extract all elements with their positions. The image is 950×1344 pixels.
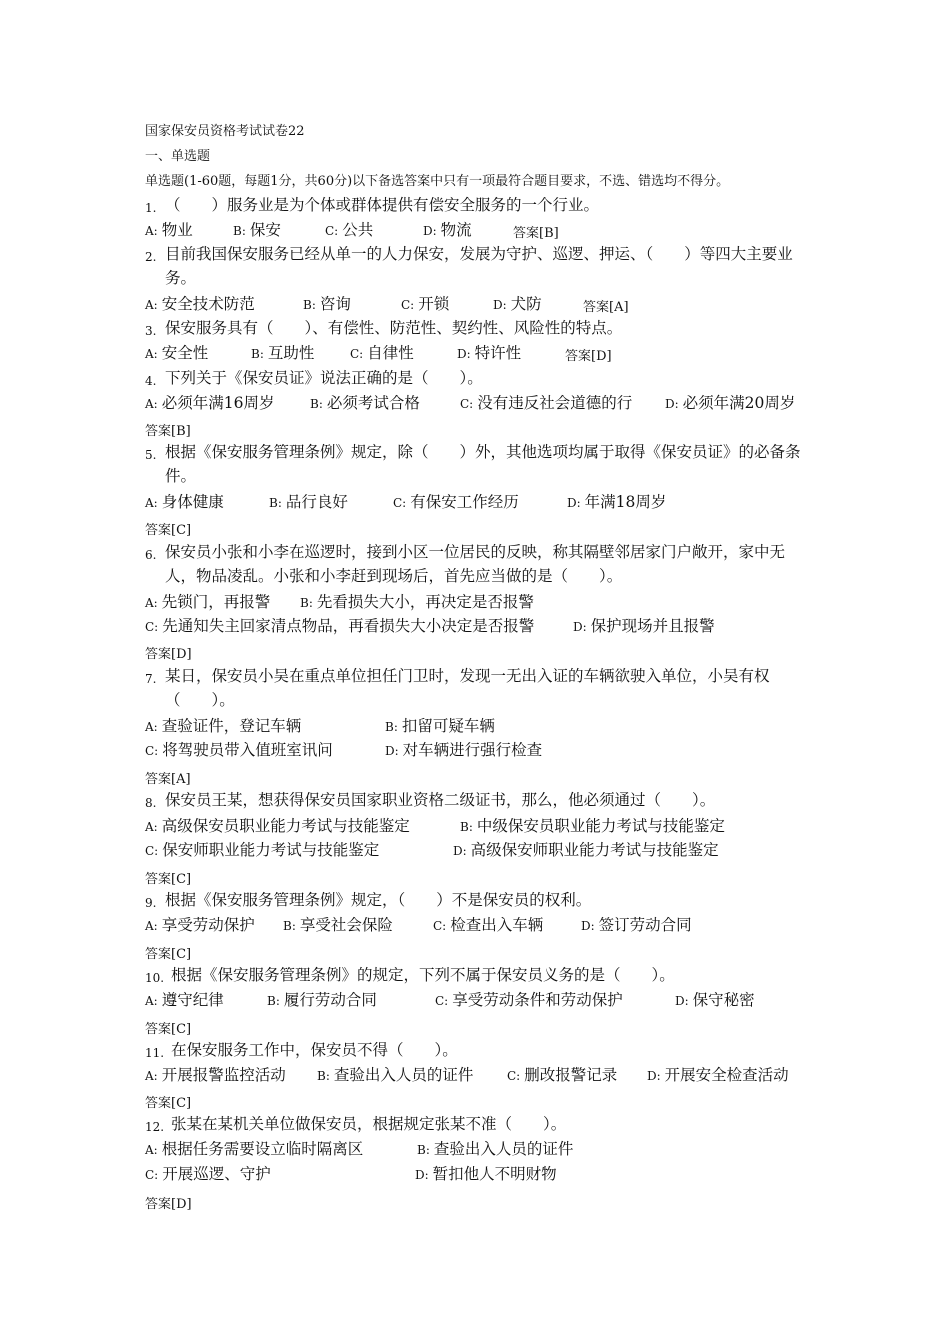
options-row [145, 1063, 825, 1087]
options-row [145, 1162, 825, 1186]
question-number: 8. [145, 796, 157, 810]
question-text: 保安员小张和小李在巡逻时，接到小区一位居民的反映，称其隔壁邻居家门户敞开，家中无人，物品凌乱。小张和小李赶到现场后，首先应当做的是（ ）。 [165, 543, 786, 585]
options-row [145, 590, 825, 614]
options-row [145, 391, 825, 415]
option-d: D: 签订劳动合同 [581, 916, 692, 934]
option-c: C: 有保安工作经历 [393, 493, 519, 511]
question-number: 5. [145, 448, 157, 462]
section-heading: 一、单选题 [145, 149, 211, 164]
option-c: C: 没有违反社会道德的行 [460, 394, 633, 412]
option-a: A: 物业 [145, 221, 193, 239]
option-c: C: 先通知失主回家清点物品，再看损失大小决定是否报警 [145, 617, 535, 635]
question-number: 12. [145, 1120, 165, 1134]
option-b: B: 查验出入人员的证件 [317, 1066, 474, 1084]
option-d: D: 对车辆进行强行检查 [385, 741, 543, 759]
option-c: C: 自律性 [350, 344, 414, 362]
options-row [145, 218, 825, 242]
options-row [145, 614, 825, 638]
question-12 [145, 1112, 815, 1136]
question-9 [145, 888, 815, 912]
option-a: A: 查验证件，登记车辆 [145, 717, 302, 735]
answer-label: 答案[D] [145, 647, 192, 662]
instructions: 单选题(1-60题，每题1分，共60分)以下备选答案中只有一项最符合题目要求，不选、错选均不得分。 [145, 174, 730, 189]
option-c: C: 检查出入车辆 [433, 916, 544, 934]
answer-label: 答案[C] [145, 1022, 192, 1037]
options-row [145, 738, 825, 762]
question-number: 6. [145, 548, 157, 562]
option-a: A: 根据任务需要设立临时隔离区 [145, 1140, 364, 1158]
question-text: 张某在某机关单位做保安员，根据规定张某不准（ ）。 [171, 1115, 567, 1133]
question-number: 10. [145, 971, 165, 985]
option-d: D: 高级保安师职业能力考试与技能鉴定 [453, 841, 719, 859]
option-c: C: 开展巡逻、守护 [145, 1165, 271, 1183]
options-row [145, 1137, 825, 1161]
question-7 [145, 664, 815, 712]
option-b: B: 查验出入人员的证件 [417, 1140, 574, 1158]
answer-label: 答案[C] [145, 872, 192, 887]
question-text: 保安员王某，想获得保安员国家职业资格二级证书，那么，他必须通过（ ）。 [165, 791, 716, 809]
options-row [145, 913, 825, 937]
option-b: B: 互助性 [251, 344, 315, 362]
option-d: D: 必须年满20周岁 [665, 394, 796, 412]
question-4 [145, 366, 815, 390]
option-c: C: 开锁 [401, 295, 450, 313]
option-a: A: 先锁门，再报警 [145, 593, 271, 611]
answer-label: 答案[B] [145, 424, 191, 439]
option-b: B: 扣留可疑车辆 [385, 717, 495, 735]
option-d: D: 暂扣他人不明财物 [415, 1165, 557, 1183]
option-a: A: 开展报警监控活动 [145, 1066, 286, 1084]
options-row [145, 988, 825, 1012]
options-row [145, 490, 825, 514]
question-text: （ ）服务业是为个体或群体提供有偿安全服务的一个行业。 [165, 196, 600, 214]
options-row [145, 838, 825, 862]
options-row [145, 341, 825, 365]
question-3 [145, 316, 815, 340]
question-number: 1. [145, 201, 157, 215]
option-b: B: 享受社会保险 [283, 916, 393, 934]
exam-title: 国家保安员资格考试试卷22 [145, 124, 305, 139]
answer-label: 答案[C] [145, 1096, 192, 1111]
option-b: B: 咨询 [303, 295, 351, 313]
question-text: 目前我国保安服务已经从单一的人力保安，发展为守护、巡逻、押运、（ ）等四大主要业务。 [165, 245, 793, 287]
options-row [145, 814, 825, 838]
question-10 [145, 963, 815, 987]
question-text: 根据《保安服务管理条例》的规定，下列不属于保安员义务的是（ ）。 [171, 966, 675, 984]
options-row [145, 714, 825, 738]
answer-label: 答案[A] [583, 300, 629, 315]
answer-label: 答案[D] [565, 349, 612, 364]
option-a: A: 安全技术防范 [145, 295, 255, 313]
option-a: A: 必须年满16周岁 [145, 394, 275, 412]
question-11 [145, 1038, 815, 1062]
question-number: 7. [145, 672, 157, 686]
question-text: 下列关于《保安员证》说法正确的是（ ）。 [165, 369, 483, 387]
option-c: C: 将驾驶员带入值班室讯问 [145, 741, 333, 759]
option-d: D: 物流 [423, 221, 472, 239]
option-c: C: 保安师职业能力考试与技能鉴定 [145, 841, 380, 859]
question-text: 在保安服务工作中，保安员不得（ ）。 [171, 1041, 458, 1059]
answer-label: 答案[B] [513, 226, 559, 241]
question-number: 11. [145, 1046, 165, 1060]
question-5 [145, 440, 815, 488]
answer-label: 答案[C] [145, 947, 192, 962]
option-a: A: 身体健康 [145, 493, 224, 511]
option-b: B: 保安 [233, 221, 281, 239]
question-number: 9. [145, 896, 157, 910]
option-b: B: 品行良好 [269, 493, 348, 511]
option-d: D: 犬防 [493, 295, 542, 313]
option-d: D: 保守秘密 [675, 991, 755, 1009]
question-text: 根据《保安服务管理条例》规定，除（ ）外，其他选项均属于取得《保安员证》的必备条件。 [165, 443, 801, 485]
answer-label: 答案[D] [145, 1197, 192, 1212]
option-a: A: 安全性 [145, 344, 209, 362]
option-b: B: 必须考试合格 [310, 394, 420, 412]
question-text: 根据《保安服务管理条例》规定，（ ）不是保安员的权利。 [165, 891, 592, 909]
option-d: D: 年满18周岁 [567, 493, 667, 511]
option-d: D: 保护现场并且报警 [573, 617, 715, 635]
option-d: D: 特许性 [457, 344, 522, 362]
option-b: B: 先看损失大小，再决定是否报警 [300, 593, 534, 611]
question-6 [145, 540, 815, 588]
option-c: C: 删改报警记录 [507, 1066, 618, 1084]
option-d: D: 开展安全检查活动 [647, 1066, 789, 1084]
question-1 [145, 193, 815, 217]
question-number: 4. [145, 374, 157, 388]
question-text: 某日，保安员小吴在重点单位担任门卫时，发现一无出入证的车辆欲驶入单位，小吴有权（ ）。 [165, 667, 770, 709]
question-8 [145, 788, 815, 812]
option-c: C: 公共 [325, 221, 374, 239]
question-number: 2. [145, 250, 157, 264]
question-text: 保安服务具有（ ）、有偿性、防范性、契约性、风险性的特点。 [165, 319, 623, 337]
answer-label: 答案[A] [145, 772, 191, 787]
answer-label: 答案[C] [145, 523, 192, 538]
question-number: 3. [145, 324, 157, 338]
option-c: C: 享受劳动条件和劳动保护 [435, 991, 623, 1009]
option-b: B: 中级保安员职业能力考试与技能鉴定 [460, 817, 725, 835]
option-a: A: 遵守纪律 [145, 991, 224, 1009]
option-a: A: 高级保安员职业能力考试与技能鉴定 [145, 817, 410, 835]
option-a: A: 享受劳动保护 [145, 916, 255, 934]
question-2 [145, 242, 815, 290]
options-row [145, 292, 825, 316]
option-b: B: 履行劳动合同 [267, 991, 377, 1009]
